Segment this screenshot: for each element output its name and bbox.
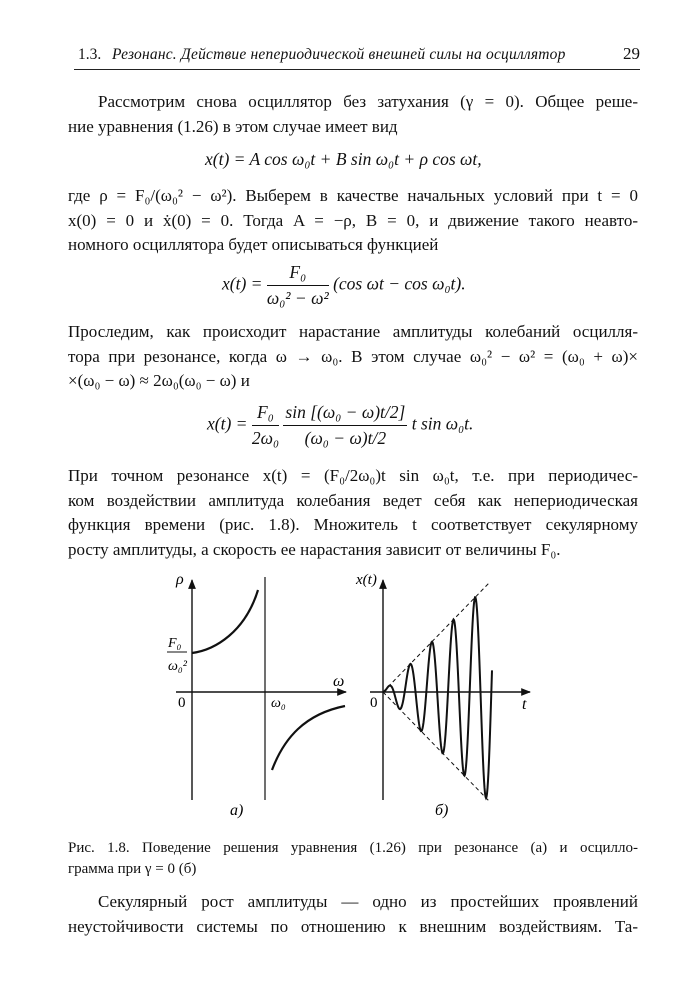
fraction [283, 402, 407, 449]
figure-panel-b [355, 572, 530, 819]
text-line: Рассмотрим снова осциллятор без затухания (γ = 0). Общее реше- [98, 92, 638, 111]
y-axis-label-a: ρ [176, 571, 184, 588]
figure-panel-a [167, 571, 346, 819]
formula-rhs: (cos ωt − cos ω₀t). [333, 273, 466, 294]
fraction [252, 402, 279, 449]
text-line: ×(ω₀ − ω) ≈ 2ω₀(ω₀ − ω) и [68, 371, 250, 390]
text-line: функция времени (рис. 1.8). Множитель t соответствует секулярному [68, 515, 638, 534]
formula-nonautonomous [222, 262, 466, 309]
text-line: ние уравнения (1.26) в этом случае имеет вид [68, 116, 398, 136]
rho-curve-above-resonance [272, 706, 345, 770]
text-line: тора при резонансе, когда ω → ω₀. В этом случае ω₀² − ω² = (ω₀ + ω)× [68, 346, 638, 366]
oscillogram-curve [383, 597, 492, 798]
sublabel-a: а) [230, 802, 244, 819]
paragraph-5 [68, 890, 638, 939]
x-axis-label-b: t [522, 696, 527, 713]
text-line: Секулярный рост амплитуды — одно из простейших проявлений [98, 892, 638, 911]
running-header [78, 46, 640, 68]
section-number: 1.3. [78, 46, 102, 63]
y-axis-label-b: x(t) [356, 572, 377, 588]
text-line: При точном резонансе x(t) = (F₀/2ω₀)t sin ω₀t, т.е. при периодичес- [68, 466, 638, 485]
text-line: где ρ = F₀/(ω₀² − ω²). Выберем в качестве начальных условий при t = 0 [68, 186, 638, 205]
formula-rhs: t sin ω₀t. [411, 413, 474, 434]
text-line: Проследим, как происходит нарастание амплитуды колебаний осцилля- [68, 322, 638, 341]
text-line: номного осциллятора будет описываться функцией [68, 235, 439, 254]
fraction-denominator: ω₀² − ω² [266, 288, 329, 308]
figure-caption [68, 838, 638, 880]
fraction [267, 262, 329, 309]
text-line: росту амплитуды, а скорость ее нарастания зависит от величины F₀. [68, 539, 561, 559]
caption-line: Рис. 1.8. Поведение решения уравнения (1.26) при резонансе (а) и осцилло- [68, 840, 638, 856]
fraction-numerator: F₀ [267, 262, 329, 286]
origin-label-b: 0 [370, 695, 378, 711]
rho-curve-below-resonance [192, 590, 258, 653]
origin-label-a: 0 [178, 695, 186, 711]
formula-resonance [207, 402, 473, 449]
text-line: ком воздействии амплитуда колебания ведет себя как непериодическая [68, 490, 638, 510]
text-line: неустойчивости системы по отношению к внешним воздействиям. Та- [68, 916, 638, 936]
caption-line: грамма при γ = 0 (б) [68, 861, 197, 877]
formula-lhs: x(t) = [222, 273, 263, 294]
resonance-frequency-label: ω₀ [271, 696, 286, 711]
formula-lhs: x(t) = [207, 413, 248, 434]
x-axis-label-a: ω [333, 673, 345, 690]
figure-1-8 [150, 560, 550, 830]
paragraph-2 [68, 184, 638, 258]
fraction-numerator: sin [(ω₀ − ω)t/2] [283, 402, 407, 426]
paragraph-1 [68, 90, 638, 139]
header-rule [74, 69, 640, 70]
paragraph-3 [68, 320, 638, 394]
page-number: 29 [623, 44, 640, 63]
formula-general-solution: x(t) = A cos ω₀t + B sin ω₀t + ρ cos ωt, [205, 149, 482, 169]
intercept-denominator: ω₀² [168, 659, 187, 674]
intercept-numerator: F₀ [168, 636, 182, 651]
sublabel-b: б) [435, 802, 449, 819]
section-title: Резонанс. Действие непериодической внешней силы на осциллятор [112, 46, 566, 63]
fraction-denominator: (ω₀ − ω)t/2 [304, 428, 387, 448]
fraction-numerator: F₀ [252, 402, 279, 426]
fraction-denominator: 2ω₀ [251, 428, 280, 448]
text-line: x(0) = 0 и ẋ(0) = 0. Тогда A = −ρ, B = 0, и движение такого неавто- [68, 210, 638, 230]
paragraph-4 [68, 464, 638, 562]
